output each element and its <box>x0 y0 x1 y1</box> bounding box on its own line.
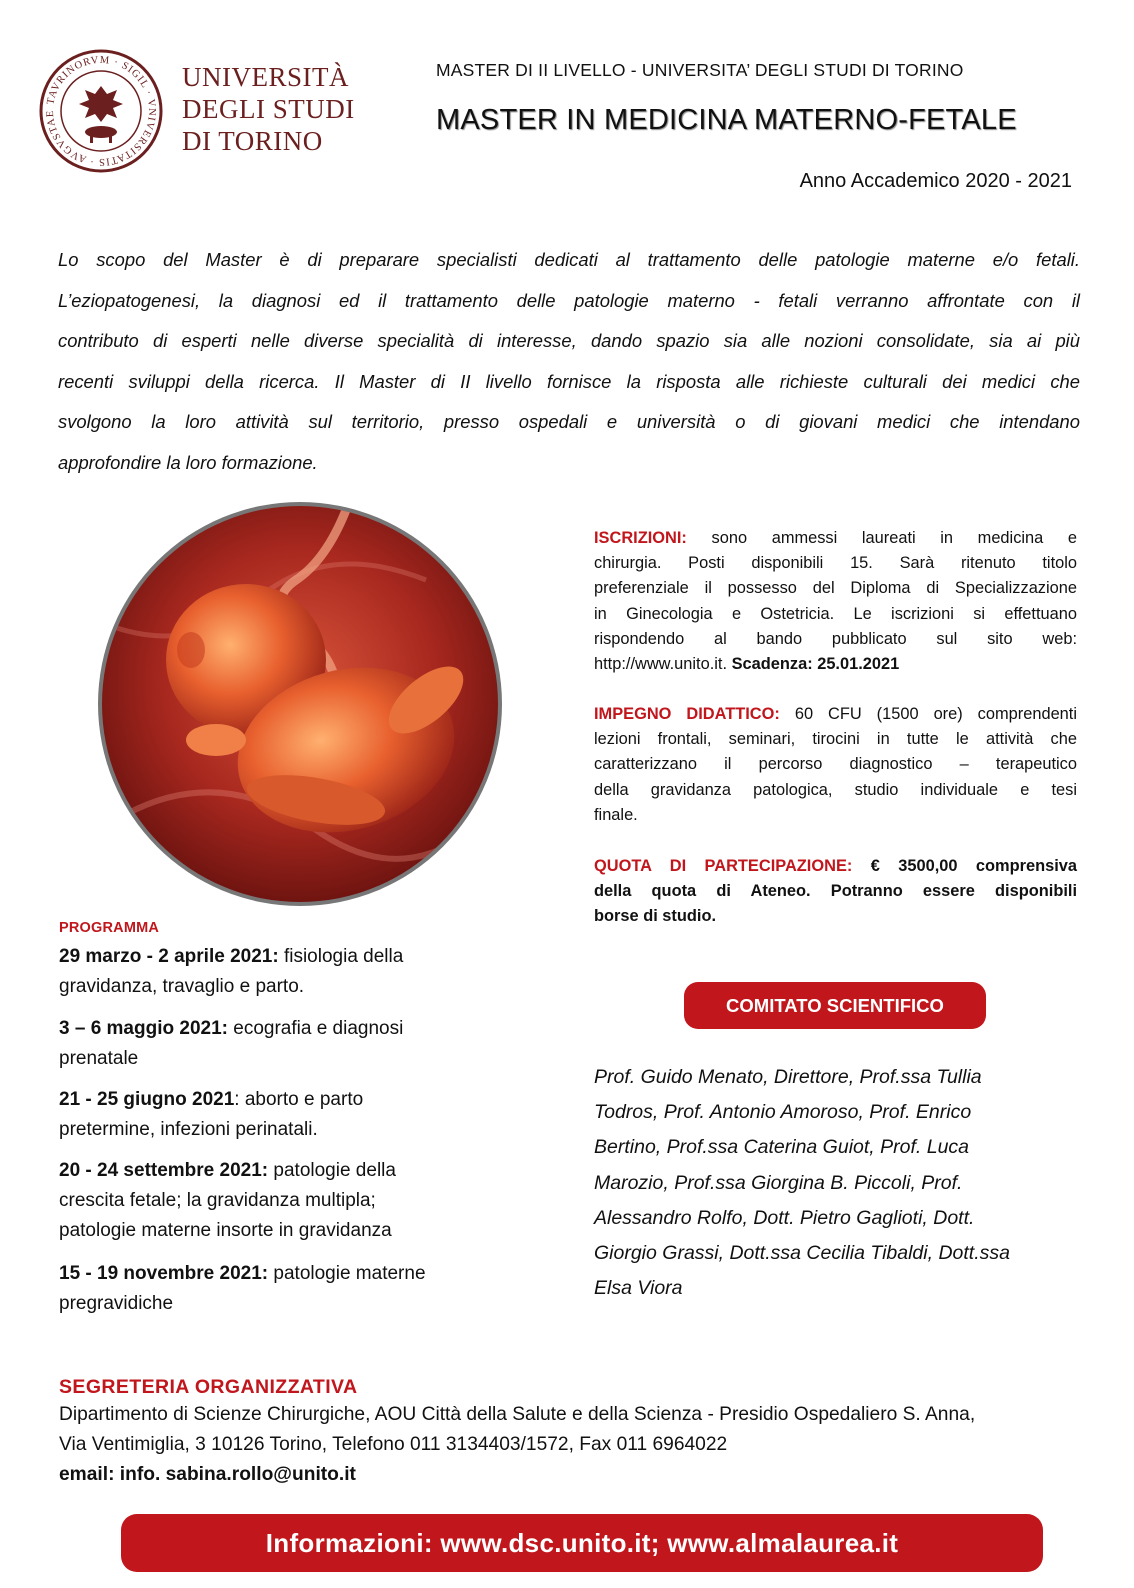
segreteria-contacts: Via Ventimiglia, 3 10126 Torino, Telefono 011 3134403/1572, Fax 011 6964022 <box>59 1434 728 1455</box>
comitato-line: Todros, Prof. Antonio Amoroso, Prof. Enrico <box>594 1101 972 1124</box>
iscrizioni-label: ISCRIZIONI: <box>594 529 687 547</box>
university-name-line-3: DI TORINO <box>182 126 323 156</box>
iscrizioni-deadline: Scadenza: 25.01.2021 <box>731 655 900 674</box>
impegno-line: caratterizzano il percorso diagnostico – terapeutico <box>594 755 1077 774</box>
programma-item <box>59 1259 519 1319</box>
iscrizioni-line: in Ginecologia e Ostetricia. Le iscrizioni si effettuano <box>594 604 1077 623</box>
intro-line: Lo scopo del Master è di preparare specialisti dedicati al trattamento delle patologie materne e/o fetali. <box>58 249 1080 270</box>
academic-year: Anno Accademico 2020 - 2021 <box>799 170 1072 192</box>
university-seal-logo <box>38 48 164 174</box>
programma-date: 21 - 25 giugno 2021 <box>59 1089 235 1110</box>
programma-title: PROGRAMMA <box>59 920 160 936</box>
impegno-line: 60 CFU (1500 ore) comprendenti <box>794 705 1077 723</box>
comitato-members <box>594 1060 1074 1306</box>
header-subtitle: MASTER DI II LIVELLO - UNIVERSITA’ DEGLI STUDI DI TORINO <box>436 60 964 80</box>
programma-date: 3 – 6 maggio 2021: <box>59 1018 228 1039</box>
comitato-line: Giorgio Grassi, Dott.ssa Cecilia Tibaldi, Dott.ssa <box>594 1242 1010 1265</box>
programma-date: 29 marzo - 2 aprile 2021: <box>59 946 279 967</box>
iscrizioni-line: preferenziale il possesso del Diploma di Specializzazione <box>594 579 1077 598</box>
intro-line: svolgono la loro attività sul territorio, presso ospedali e università o di giovani medici che intendano <box>58 411 1080 432</box>
quota-label: QUOTA DI PARTECIPAZIONE: <box>594 857 853 875</box>
iscrizioni-url: http://www.unito.it. <box>594 655 728 674</box>
impegno-label: IMPEGNO DIDATTICO: <box>594 705 780 723</box>
quota-line: € 3500,00 comprensiva <box>870 857 1077 875</box>
comitato-line: Prof. Guido Menato, Direttore, Prof.ssa Tullia <box>594 1066 982 1088</box>
impegno-line: lezioni frontali, seminari, tirocini in tutte le attività che <box>594 730 1077 749</box>
segreteria-email: email: info. sabina.rollo@unito.it <box>59 1464 356 1485</box>
intro-line: recenti sviluppi della ricerca. Il Master di II livello fornisce la risposta alle richieste culturali dei medici che <box>58 370 1080 392</box>
programma-item <box>59 1085 519 1145</box>
fetus-illustration <box>96 500 504 908</box>
quota-section <box>594 854 1077 930</box>
info-footer-banner: Informazioni: www.dsc.unito.it; www.almalaurea.it <box>121 1514 1043 1572</box>
comitato-line: Bertino, Prof.ssa Caterina Guiot, Prof. Luca <box>594 1136 970 1159</box>
iscrizioni-line: chirurgia. Posti disponibili 15. Sarà ritenuto titolo <box>594 554 1077 573</box>
programma-item <box>59 942 519 1002</box>
university-name-line-2: DEGLI STUDI <box>182 94 355 124</box>
intro-paragraph <box>58 240 1080 483</box>
page-title: MASTER IN MEDICINA MATERNO-FETALE <box>436 104 1017 136</box>
programma-item <box>59 1156 519 1246</box>
impegno-line: della gravidanza patologica, studio individuale e tesi <box>594 780 1077 799</box>
programma-date: 15 - 19 novembre 2021: <box>59 1263 269 1284</box>
impegno-section <box>594 702 1077 828</box>
quota-line: borse di studio. <box>594 907 717 926</box>
impegno-line: finale. <box>594 805 638 824</box>
programma-desc: : aborto e parto pretermine, infezioni perinatali. <box>59 1089 364 1140</box>
university-name-line-1: UNIVERSITÀ <box>182 62 349 92</box>
iscrizioni-line: rispondendo al bando pubblicato sul sito web: <box>594 629 1077 648</box>
programma-desc: patologie materne pregravidiche <box>59 1263 426 1314</box>
programma-desc: patologie della crescita fetale; la gravidanza multipla; patologie materne insorte in gravidanza <box>59 1160 396 1241</box>
programma-date: 20 - 24 settembre 2021: <box>59 1160 269 1181</box>
quota-line: della quota di Ateneo. Potranno essere disponibili <box>594 882 1077 901</box>
segreteria-address: Dipartimento di Scienze Chirurgiche, AOU Città della Salute e della Scienza - Presidio Ospedaliero S. Anna, <box>59 1404 976 1425</box>
programma-desc: gravidanza, travaglio e parto. <box>59 976 305 997</box>
comitato-line: Alessandro Rolfo, Dott. Pietro Gaglioti, Dott. <box>594 1206 975 1229</box>
comitato-line: Elsa Viora <box>594 1277 683 1300</box>
intro-line: approfondire la loro formazione. <box>58 451 318 473</box>
programma-item <box>59 1014 519 1074</box>
programma-desc: ecografia e diagnosi prenatale <box>59 1018 404 1069</box>
intro-line: L’eziopatogenesi, la diagnosi ed il trattamento delle patologie materno - fetali verranno affrontate con il <box>58 289 1080 311</box>
comitato-scientifico-banner: COMITATO SCIENTIFICO <box>684 982 986 1029</box>
comitato-line: Marozio, Prof.ssa Giorgina B. Piccoli, Prof. <box>594 1171 963 1194</box>
svg-text:TAVRINORVM · SIGIL · VNIVERSIT: TAVRINORVM · SIGIL · VNIVERSITATIS · AVGVSTAE <box>44 54 158 168</box>
iscrizioni-section <box>594 526 1077 677</box>
iscrizioni-line: sono ammessi laureati in medicina e <box>711 529 1078 547</box>
segreteria-title: SEGRETERIA ORGANIZZATIVA <box>59 1376 358 1398</box>
intro-line: contributo di esperti nelle diverse specialità di interesse, dando spazio sia alle nozioni consolidate, sia ai più <box>58 330 1080 351</box>
programma-desc: fisiologia della <box>278 946 404 967</box>
